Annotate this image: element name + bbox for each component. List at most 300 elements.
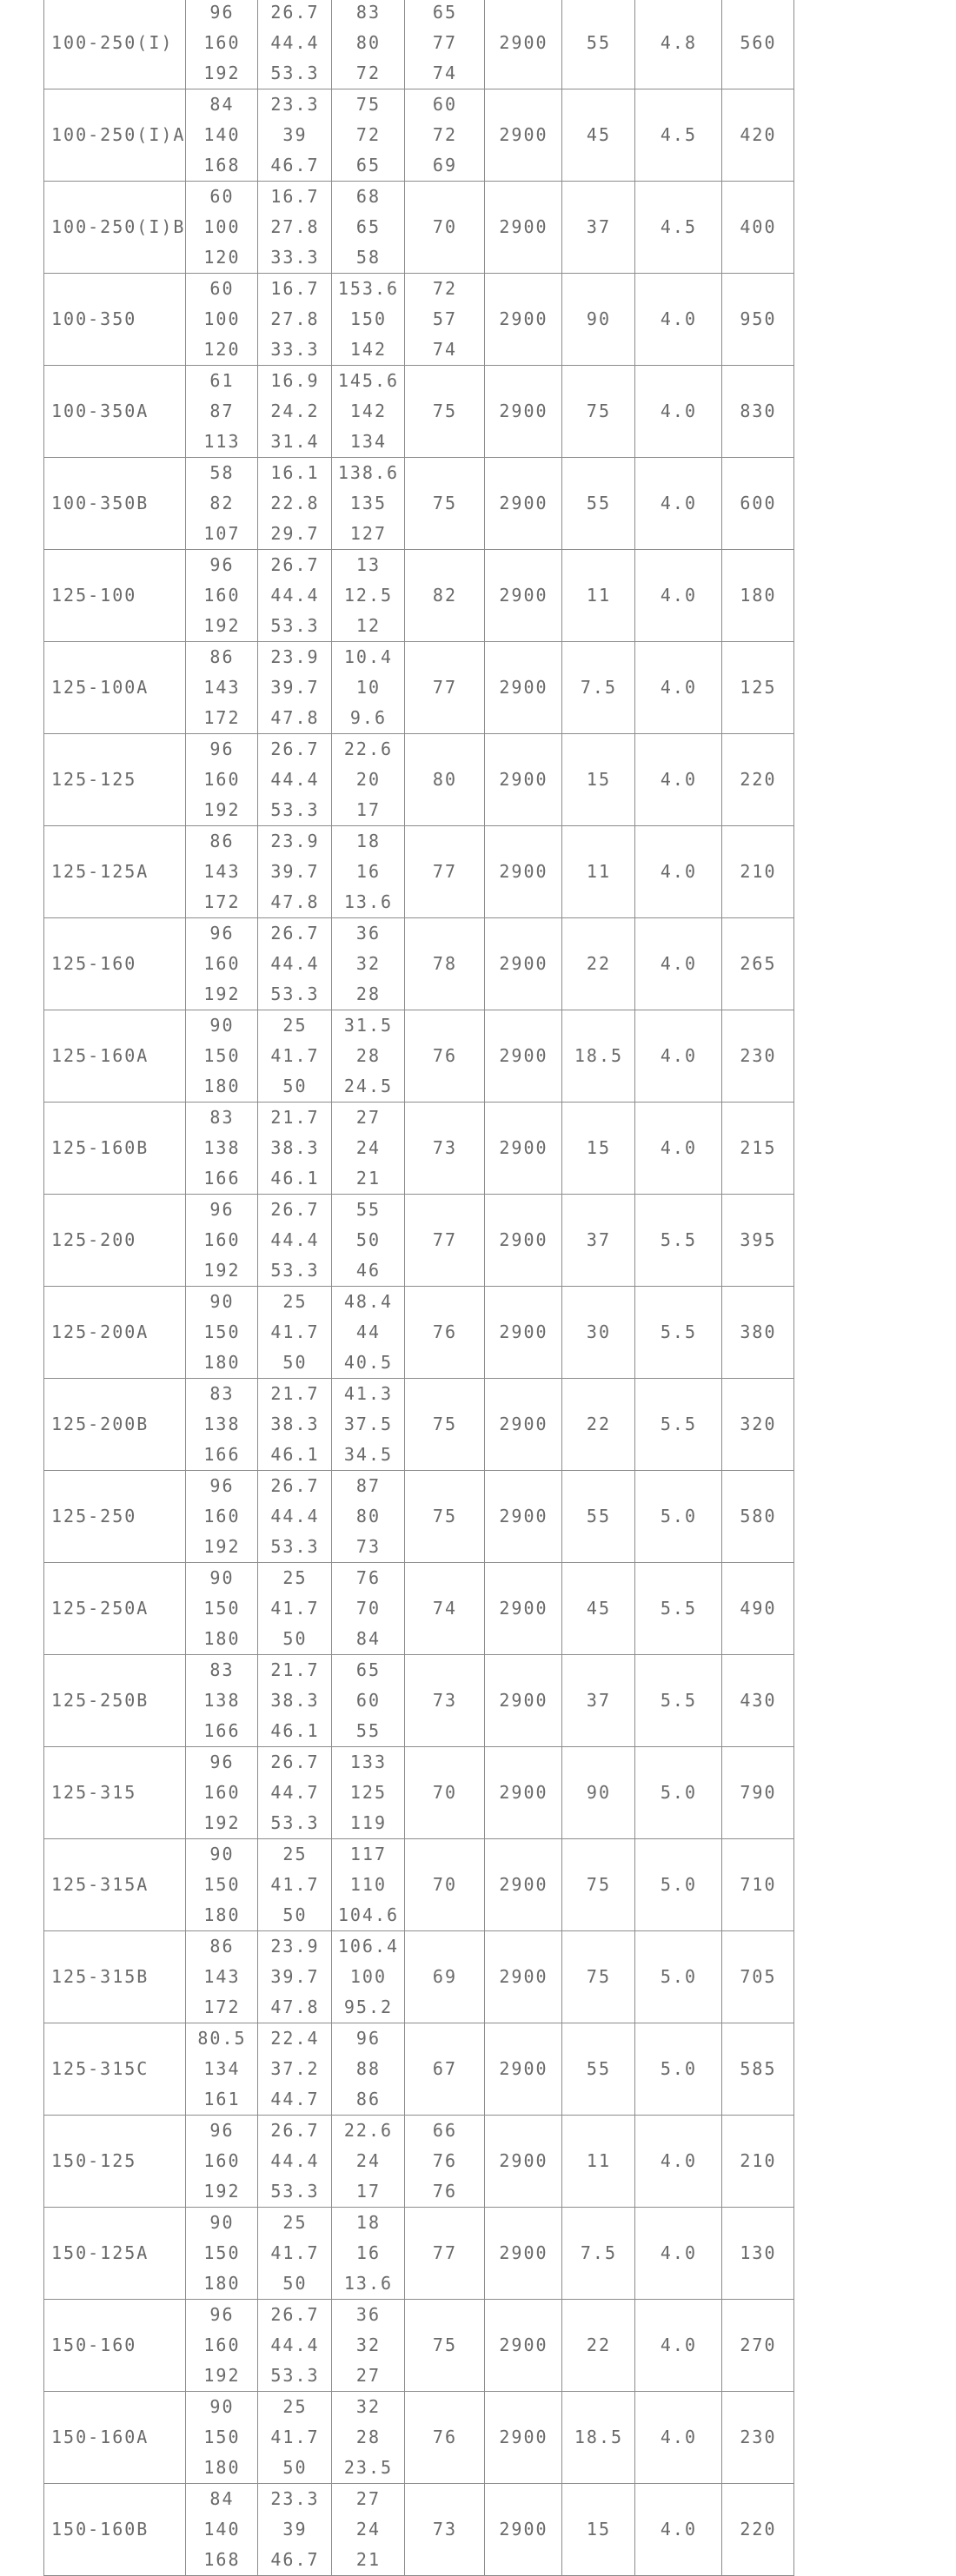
head-cell-value: 73 xyxy=(355,1536,381,1557)
efficiency-cell-value: 73 xyxy=(432,2519,457,2540)
flow-ls-cell xyxy=(258,1563,332,1655)
flow-ls-cell-value: 26.7 xyxy=(270,738,320,759)
weight-cell: 585 xyxy=(722,2023,794,2116)
flow-m3h-cell-value: 160 xyxy=(203,1782,241,1803)
flow-ls-cell xyxy=(258,1931,332,2023)
efficiency-cell xyxy=(405,826,485,918)
flow-ls-cell-value: 31.4 xyxy=(270,431,320,452)
speed-cell: 2900 xyxy=(485,1747,562,1839)
head-cell-value: 65 xyxy=(355,1659,381,1680)
speed-cell: 2900 xyxy=(485,1563,562,1655)
flow-ls-cell xyxy=(258,0,332,89)
efficiency-cell-value: 82 xyxy=(432,585,457,606)
flow-m3h-cell-value: 160 xyxy=(203,1506,241,1526)
speed-cell: 2900 xyxy=(485,182,562,274)
head-cell-value: 32 xyxy=(355,2396,381,2417)
power-cell: 55 xyxy=(562,0,635,89)
flow-m3h-cell-value: 140 xyxy=(203,2519,241,2540)
model-cell: 125-160B xyxy=(44,1103,186,1195)
model-cell: 150-160 xyxy=(44,2300,186,2392)
head-cell xyxy=(332,1379,405,1471)
flow-ls-cell xyxy=(258,642,332,734)
flow-m3h-cell-value: 172 xyxy=(203,891,241,912)
head-cell-value: 20 xyxy=(355,769,381,790)
flow-m3h-cell-value: 143 xyxy=(203,861,241,882)
head-cell xyxy=(332,1287,405,1379)
flow-ls-cell-value: 25 xyxy=(282,1567,308,1588)
flow-m3h-cell xyxy=(186,642,258,734)
flow-ls-cell-value: 25 xyxy=(282,1015,308,1036)
head-cell-value: 72 xyxy=(355,63,381,83)
flow-m3h-cell-value: 160 xyxy=(203,32,241,53)
speed-cell: 2900 xyxy=(485,2208,562,2300)
power-cell: 18.5 xyxy=(562,2392,635,2484)
efficiency-cell xyxy=(405,734,485,826)
speed-cell: 2900 xyxy=(485,1287,562,1379)
flow-ls-cell-value: 47.8 xyxy=(270,707,320,728)
head-cell xyxy=(332,366,405,458)
head-cell-value: 10 xyxy=(355,677,381,698)
flow-m3h-cell-value: 120 xyxy=(203,339,241,360)
head-cell-value: 13.6 xyxy=(343,891,394,912)
head-cell-value: 142 xyxy=(349,401,388,421)
flow-ls-cell-value: 41.7 xyxy=(270,2242,320,2263)
power-cell: 11 xyxy=(562,550,635,642)
flow-ls-cell-value: 25 xyxy=(282,2396,308,2417)
flow-m3h-cell-value: 192 xyxy=(203,2181,241,2202)
npsh-cell: 5.5 xyxy=(635,1379,722,1471)
flow-ls-cell xyxy=(258,1747,332,1839)
head-cell-value: 24.5 xyxy=(343,1076,394,1096)
power-cell: 7.5 xyxy=(562,642,635,734)
head-cell-value: 31.5 xyxy=(343,1015,394,1036)
head-cell-value: 17 xyxy=(355,799,381,820)
flow-ls-cell-value: 44.4 xyxy=(270,2334,320,2355)
table-row xyxy=(44,642,794,734)
flow-ls-cell-value: 33.3 xyxy=(270,339,320,360)
npsh-cell: 4.0 xyxy=(635,826,722,918)
model-cell: 100-250(I)B xyxy=(44,182,186,274)
efficiency-cell-value: 80 xyxy=(432,769,457,790)
flow-ls-cell xyxy=(258,2392,332,2484)
flow-ls-cell-value: 23.9 xyxy=(270,646,320,667)
head-cell xyxy=(332,1471,405,1563)
flow-ls-cell-value: 53.3 xyxy=(270,1260,320,1281)
table-row xyxy=(44,1379,794,1471)
npsh-cell: 4.0 xyxy=(635,734,722,826)
speed-cell: 2900 xyxy=(485,1931,562,2023)
efficiency-cell-value: 66 xyxy=(432,2120,457,2141)
flow-ls-cell-value: 39.7 xyxy=(270,677,320,698)
speed-cell: 2900 xyxy=(485,0,562,89)
flow-m3h-cell-value: 83 xyxy=(209,1383,235,1404)
model-cell: 125-250A xyxy=(44,1563,186,1655)
flow-ls-cell-value: 16.7 xyxy=(270,278,320,299)
table-row xyxy=(44,2484,794,2576)
flow-m3h-cell-value: 60 xyxy=(209,186,235,207)
flow-m3h-cell xyxy=(186,2484,258,2576)
head-cell xyxy=(332,734,405,826)
head-cell-value: 27 xyxy=(355,1107,381,1128)
flow-m3h-cell-value: 160 xyxy=(203,769,241,790)
flow-m3h-cell-value: 192 xyxy=(203,2365,241,2386)
head-cell-value: 135 xyxy=(349,493,388,513)
flow-m3h-cell xyxy=(186,1287,258,1379)
efficiency-cell xyxy=(405,1010,485,1103)
flow-ls-cell xyxy=(258,1471,332,1563)
flow-ls-cell-value: 41.7 xyxy=(270,1045,320,1066)
flow-m3h-cell xyxy=(186,2116,258,2208)
table-row xyxy=(44,182,794,274)
head-cell-value: 32 xyxy=(355,953,381,974)
speed-cell: 2900 xyxy=(485,458,562,550)
efficiency-cell-value: 73 xyxy=(432,1137,457,1158)
npsh-cell: 4.0 xyxy=(635,2300,722,2392)
flow-m3h-cell-value: 138 xyxy=(203,1137,241,1158)
flow-ls-cell-value: 53.3 xyxy=(270,615,320,636)
table-row xyxy=(44,89,794,182)
table-row xyxy=(44,1563,794,1655)
flow-m3h-cell-value: 150 xyxy=(203,1874,241,1895)
speed-cell: 2900 xyxy=(485,642,562,734)
flow-ls-cell-value: 46.1 xyxy=(270,1444,320,1465)
flow-m3h-cell-value: 96 xyxy=(209,1475,235,1496)
efficiency-cell-value: 74 xyxy=(432,339,457,360)
flow-m3h-cell-value: 60 xyxy=(209,278,235,299)
head-cell-value: 24 xyxy=(355,1137,381,1158)
head-cell-value: 106.4 xyxy=(337,1936,400,1957)
model-cell: 150-160A xyxy=(44,2392,186,2484)
power-cell: 15 xyxy=(562,1103,635,1195)
pump-spec-table xyxy=(43,0,794,2576)
flow-m3h-cell xyxy=(186,918,258,1010)
weight-cell: 830 xyxy=(722,366,794,458)
flow-m3h-cell xyxy=(186,274,258,366)
flow-ls-cell xyxy=(258,274,332,366)
flow-m3h-cell-value: 180 xyxy=(203,1904,241,1925)
flow-m3h-cell-value: 160 xyxy=(203,1229,241,1250)
npsh-cell: 4.5 xyxy=(635,182,722,274)
flow-ls-cell-value: 16.7 xyxy=(270,186,320,207)
head-cell xyxy=(332,89,405,182)
efficiency-cell-value: 75 xyxy=(432,1414,457,1434)
flow-ls-cell-value: 47.8 xyxy=(270,891,320,912)
flow-ls-cell xyxy=(258,2116,332,2208)
flow-m3h-cell-value: 84 xyxy=(209,94,235,115)
flow-m3h-cell-value: 192 xyxy=(203,1812,241,1833)
flow-m3h-cell-value: 150 xyxy=(203,1045,241,1066)
flow-ls-cell xyxy=(258,734,332,826)
efficiency-cell xyxy=(405,1931,485,2023)
speed-cell: 2900 xyxy=(485,550,562,642)
flow-ls-cell xyxy=(258,458,332,550)
head-cell-value: 65 xyxy=(355,216,381,237)
speed-cell: 2900 xyxy=(485,1103,562,1195)
flow-m3h-cell xyxy=(186,1655,258,1747)
flow-ls-cell xyxy=(258,1839,332,1931)
head-cell-value: 13 xyxy=(355,554,381,575)
flow-ls-cell-value: 46.7 xyxy=(270,155,320,175)
flow-m3h-cell xyxy=(186,1379,258,1471)
efficiency-cell xyxy=(405,2116,485,2208)
flow-ls-cell xyxy=(258,1287,332,1379)
flow-ls-cell-value: 23.9 xyxy=(270,1936,320,1957)
efficiency-cell xyxy=(405,1195,485,1287)
head-cell-value: 21 xyxy=(355,1168,381,1189)
flow-ls-cell-value: 26.7 xyxy=(270,2304,320,2325)
head-cell-value: 18 xyxy=(355,2212,381,2233)
flow-m3h-cell-value: 61 xyxy=(209,370,235,391)
flow-m3h-cell-value: 86 xyxy=(209,1936,235,1957)
model-cell: 125-125A xyxy=(44,826,186,918)
efficiency-cell-value: 77 xyxy=(432,677,457,698)
head-cell-value: 100 xyxy=(349,1966,388,1987)
flow-ls-cell-value: 44.4 xyxy=(270,2150,320,2171)
head-cell-value: 37.5 xyxy=(343,1414,394,1434)
head-cell xyxy=(332,826,405,918)
power-cell: 22 xyxy=(562,2300,635,2392)
weight-cell: 710 xyxy=(722,1839,794,1931)
head-cell-value: 46 xyxy=(355,1260,381,1281)
table-row xyxy=(44,1195,794,1287)
model-cell: 100-350 xyxy=(44,274,186,366)
head-cell xyxy=(332,458,405,550)
table-body xyxy=(44,0,794,2576)
flow-ls-cell-value: 50 xyxy=(282,1904,308,1925)
flow-ls-cell-value: 44.7 xyxy=(270,1782,320,1803)
table-row xyxy=(44,550,794,642)
power-cell: 11 xyxy=(562,2116,635,2208)
flow-m3h-cell-value: 83 xyxy=(209,1107,235,1128)
head-cell-value: 142 xyxy=(349,339,388,360)
speed-cell: 2900 xyxy=(485,2484,562,2576)
head-cell-value: 76 xyxy=(355,1567,381,1588)
flow-ls-cell-value: 23.3 xyxy=(270,2488,320,2509)
head-cell xyxy=(332,2392,405,2484)
head-cell-value: 84 xyxy=(355,1628,381,1649)
flow-ls-cell-value: 26.7 xyxy=(270,923,320,944)
head-cell-value: 153.6 xyxy=(337,278,400,299)
flow-m3h-cell-value: 166 xyxy=(203,1720,241,1741)
efficiency-cell-value: 70 xyxy=(432,1782,457,1803)
npsh-cell: 4.0 xyxy=(635,274,722,366)
weight-cell: 130 xyxy=(722,2208,794,2300)
flow-m3h-cell-value: 96 xyxy=(209,923,235,944)
head-cell-value: 44 xyxy=(355,1321,381,1342)
flow-ls-cell xyxy=(258,1655,332,1747)
efficiency-cell xyxy=(405,182,485,274)
flow-m3h-cell xyxy=(186,2208,258,2300)
head-cell xyxy=(332,1839,405,1931)
flow-m3h-cell-value: 160 xyxy=(203,2334,241,2355)
table-row xyxy=(44,1747,794,1839)
flow-ls-cell-value: 25 xyxy=(282,1844,308,1864)
flow-ls-cell-value: 50 xyxy=(282,2457,308,2478)
flow-ls-cell xyxy=(258,1010,332,1103)
efficiency-cell-value: 76 xyxy=(432,1045,457,1066)
npsh-cell: 4.0 xyxy=(635,1010,722,1103)
flow-ls-cell-value: 23.9 xyxy=(270,831,320,851)
npsh-cell: 4.5 xyxy=(635,89,722,182)
head-cell-value: 27 xyxy=(355,2365,381,2386)
efficiency-cell xyxy=(405,2300,485,2392)
flow-ls-cell xyxy=(258,366,332,458)
head-cell xyxy=(332,2300,405,2392)
model-cell: 100-350A xyxy=(44,366,186,458)
flow-m3h-cell-value: 96 xyxy=(209,2120,235,2141)
head-cell-value: 104.6 xyxy=(337,1904,400,1925)
head-cell-value: 83 xyxy=(355,2,381,23)
flow-m3h-cell-value: 90 xyxy=(209,2212,235,2233)
flow-m3h-cell xyxy=(186,1563,258,1655)
head-cell xyxy=(332,2208,405,2300)
head-cell-value: 32 xyxy=(355,2334,381,2355)
flow-ls-cell-value: 38.3 xyxy=(270,1137,320,1158)
efficiency-cell-value: 67 xyxy=(432,2058,457,2079)
flow-m3h-cell-value: 150 xyxy=(203,2242,241,2263)
weight-cell: 380 xyxy=(722,1287,794,1379)
flow-m3h-cell-value: 192 xyxy=(203,1260,241,1281)
flow-ls-cell-value: 21.7 xyxy=(270,1383,320,1404)
efficiency-cell xyxy=(405,89,485,182)
flow-m3h-cell-value: 86 xyxy=(209,646,235,667)
head-cell-value: 13.6 xyxy=(343,2273,394,2294)
efficiency-cell-value: 72 xyxy=(432,124,457,145)
flow-ls-cell-value: 46.7 xyxy=(270,2549,320,2570)
flow-m3h-cell-value: 58 xyxy=(209,462,235,483)
model-cell: 125-100A xyxy=(44,642,186,734)
flow-m3h-cell-value: 180 xyxy=(203,2273,241,2294)
flow-ls-cell-value: 46.1 xyxy=(270,1168,320,1189)
flow-ls-cell xyxy=(258,2208,332,2300)
weight-cell: 400 xyxy=(722,182,794,274)
flow-ls-cell-value: 46.1 xyxy=(270,1720,320,1741)
flow-ls-cell-value: 50 xyxy=(282,2273,308,2294)
head-cell xyxy=(332,1563,405,1655)
table-row xyxy=(44,1010,794,1103)
flow-m3h-cell-value: 96 xyxy=(209,1752,235,1772)
flow-m3h-cell-value: 166 xyxy=(203,1444,241,1465)
flow-m3h-cell-value: 107 xyxy=(203,523,241,544)
flow-m3h-cell xyxy=(186,89,258,182)
flow-m3h-cell-value: 180 xyxy=(203,1352,241,1373)
efficiency-cell-value: 69 xyxy=(432,155,457,175)
flow-ls-cell-value: 44.4 xyxy=(270,1506,320,1526)
model-cell: 125-200B xyxy=(44,1379,186,1471)
head-cell-value: 65 xyxy=(355,155,381,175)
speed-cell: 2900 xyxy=(485,89,562,182)
speed-cell: 2900 xyxy=(485,2116,562,2208)
speed-cell: 2900 xyxy=(485,826,562,918)
head-cell-value: 134 xyxy=(349,431,388,452)
head-cell-value: 40.5 xyxy=(343,1352,394,1373)
flow-ls-cell-value: 50 xyxy=(282,1352,308,1373)
npsh-cell: 4.0 xyxy=(635,2392,722,2484)
flow-m3h-cell-value: 100 xyxy=(203,216,241,237)
head-cell-value: 28 xyxy=(355,1045,381,1066)
head-cell-value: 95.2 xyxy=(343,1997,394,2017)
flow-m3h-cell-value: 84 xyxy=(209,2488,235,2509)
power-cell: 55 xyxy=(562,2023,635,2116)
head-cell-value: 86 xyxy=(355,2089,381,2109)
flow-m3h-cell-value: 150 xyxy=(203,2427,241,2447)
npsh-cell: 5.0 xyxy=(635,1747,722,1839)
flow-m3h-cell-value: 160 xyxy=(203,585,241,606)
npsh-cell: 5.0 xyxy=(635,2023,722,2116)
table-row xyxy=(44,2208,794,2300)
head-cell-value: 28 xyxy=(355,2427,381,2447)
flow-m3h-cell xyxy=(186,550,258,642)
flow-m3h-cell-value: 150 xyxy=(203,1321,241,1342)
model-cell: 125-250 xyxy=(44,1471,186,1563)
power-cell: 37 xyxy=(562,182,635,274)
npsh-cell: 4.0 xyxy=(635,1103,722,1195)
efficiency-cell xyxy=(405,1103,485,1195)
flow-ls-cell-value: 26.7 xyxy=(270,2,320,23)
efficiency-cell xyxy=(405,274,485,366)
flow-m3h-cell xyxy=(186,1195,258,1287)
flow-m3h-cell-value: 120 xyxy=(203,247,241,268)
flow-m3h-cell xyxy=(186,182,258,274)
flow-ls-cell-value: 21.7 xyxy=(270,1659,320,1680)
model-cell: 125-315A xyxy=(44,1839,186,1931)
model-cell: 150-125 xyxy=(44,2116,186,2208)
flow-m3h-cell-value: 82 xyxy=(209,493,235,513)
flow-m3h-cell xyxy=(186,734,258,826)
efficiency-cell-value: 72 xyxy=(432,278,457,299)
head-cell-value: 10.4 xyxy=(343,646,394,667)
efficiency-cell xyxy=(405,1471,485,1563)
flow-m3h-cell-value: 96 xyxy=(209,738,235,759)
efficiency-cell xyxy=(405,1839,485,1931)
head-cell xyxy=(332,182,405,274)
efficiency-cell-value: 78 xyxy=(432,953,457,974)
head-cell-value: 21 xyxy=(355,2549,381,2570)
flow-ls-cell-value: 44.4 xyxy=(270,953,320,974)
efficiency-cell-value: 75 xyxy=(432,493,457,513)
weight-cell: 230 xyxy=(722,1010,794,1103)
weight-cell: 950 xyxy=(722,274,794,366)
flow-m3h-cell-value: 80.5 xyxy=(197,2028,247,2049)
head-cell-value: 48.4 xyxy=(343,1291,394,1312)
npsh-cell: 4.0 xyxy=(635,366,722,458)
flow-ls-cell-value: 27.8 xyxy=(270,308,320,329)
power-cell: 30 xyxy=(562,1287,635,1379)
flow-m3h-cell-value: 138 xyxy=(203,1414,241,1434)
head-cell-value: 96 xyxy=(355,2028,381,2049)
weight-cell: 705 xyxy=(722,1931,794,2023)
head-cell-value: 55 xyxy=(355,1720,381,1741)
flow-ls-cell-value: 37.2 xyxy=(270,2058,320,2079)
flow-m3h-cell-value: 90 xyxy=(209,1567,235,1588)
speed-cell: 2900 xyxy=(485,1655,562,1747)
head-cell xyxy=(332,1931,405,2023)
power-cell: 22 xyxy=(562,918,635,1010)
model-cell: 100-350B xyxy=(44,458,186,550)
model-cell: 125-200A xyxy=(44,1287,186,1379)
efficiency-cell xyxy=(405,2023,485,2116)
speed-cell: 2900 xyxy=(485,1839,562,1931)
flow-ls-cell-value: 26.7 xyxy=(270,1475,320,1496)
flow-ls-cell-value: 25 xyxy=(282,2212,308,2233)
flow-ls-cell xyxy=(258,1103,332,1195)
flow-m3h-cell-value: 90 xyxy=(209,1844,235,1864)
power-cell: 18.5 xyxy=(562,1010,635,1103)
efficiency-cell-value: 77 xyxy=(432,1229,457,1250)
flow-ls-cell-value: 44.4 xyxy=(270,585,320,606)
efficiency-cell xyxy=(405,550,485,642)
npsh-cell: 4.0 xyxy=(635,458,722,550)
